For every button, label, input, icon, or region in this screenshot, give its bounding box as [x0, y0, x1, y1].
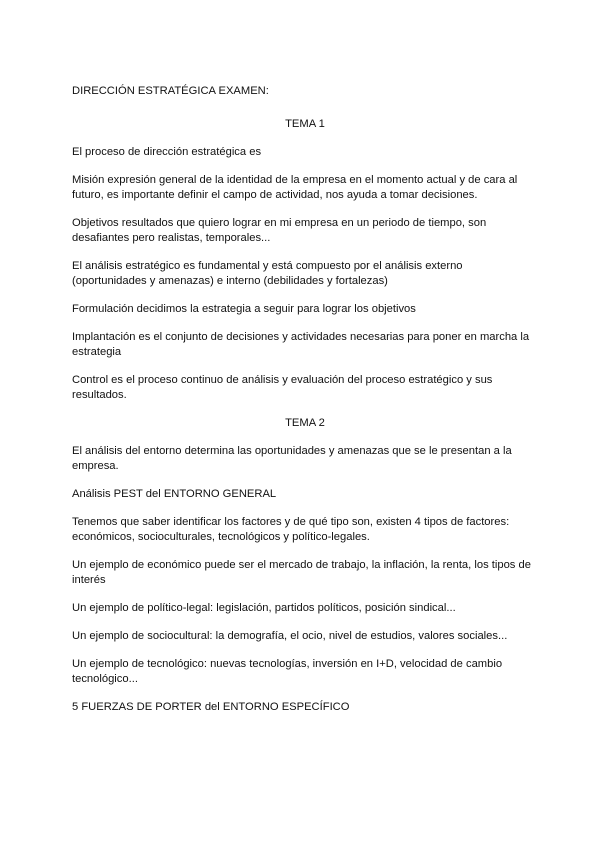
paragraph-formulacion: Formulación decidimos la estrategia a seguir para lograr los objetivos [72, 303, 416, 315]
paragraph-porter-heading: 5 FUERZAS DE PORTER del ENTORNO ESPECÍFICO [72, 701, 350, 713]
section-heading-tema-1: TEMA 1 [285, 118, 325, 130]
paragraph-tecnologico: Un ejemplo de tecnológico: nuevas tecnologías, inversión en I+D, velocidad de cambio tecnológico... [72, 658, 503, 685]
paragraph-analisis-estrategico: El análisis estratégico es fundamental y está compuesto por el análisis externo (oportunidades y amenazas) e interno (debilidades y fortalezas) [72, 260, 463, 287]
paragraph-objetivos: Objetivos resultados que quiero lograr en mi empresa en un periodo de tiempo, son desafiantes pero realistas, temporales... [72, 217, 487, 244]
paragraph-politico-legal: Un ejemplo de político-legal: legislación, partidos políticos, posición sindical... [72, 602, 456, 614]
paragraph-economico: Un ejemplo de económico puede ser el mercado de trabajo, la inflación, la renta, los tipos de interés [72, 559, 531, 586]
paragraph-sociocultural: Un ejemplo de sociocultural: la demografía, el ocio, nivel de estudios, valores sociales... [72, 630, 508, 642]
document-title: DIRECCIÓN ESTRATÉGICA EXAMEN: [72, 85, 269, 97]
paragraph-implantacion: Implantación es el conjunto de decisiones y actividades necesarias para poner en marcha la estrategia [72, 331, 530, 358]
section-heading-tema-2: TEMA 2 [285, 417, 325, 429]
paragraph-control: Control es el proceso continuo de análisis y evaluación del proceso estratégico y sus resultados. [72, 374, 493, 401]
paragraph-factores: Tenemos que saber identificar los factores y de qué tipo son, existen 4 tipos de factores: económicos, socioculturales, tecnológicos y político-legales. [72, 516, 510, 543]
document-body [72, 84, 534, 728]
paragraph-analisis-entorno: El análisis del entorno determina las oportunidades y amenazas que se le presentan a la empresa. [72, 445, 512, 472]
paragraph-proceso: El proceso de dirección estratégica es [72, 146, 262, 158]
paragraph-mision: Misión expresión general de la identidad de la empresa en el momento actual y de cara al futuro, es importante definir el campo de actividad, nos ayuda a tomar decisiones. [72, 174, 518, 201]
paragraph-pest-heading: Análisis PEST del ENTORNO GENERAL [72, 488, 277, 500]
